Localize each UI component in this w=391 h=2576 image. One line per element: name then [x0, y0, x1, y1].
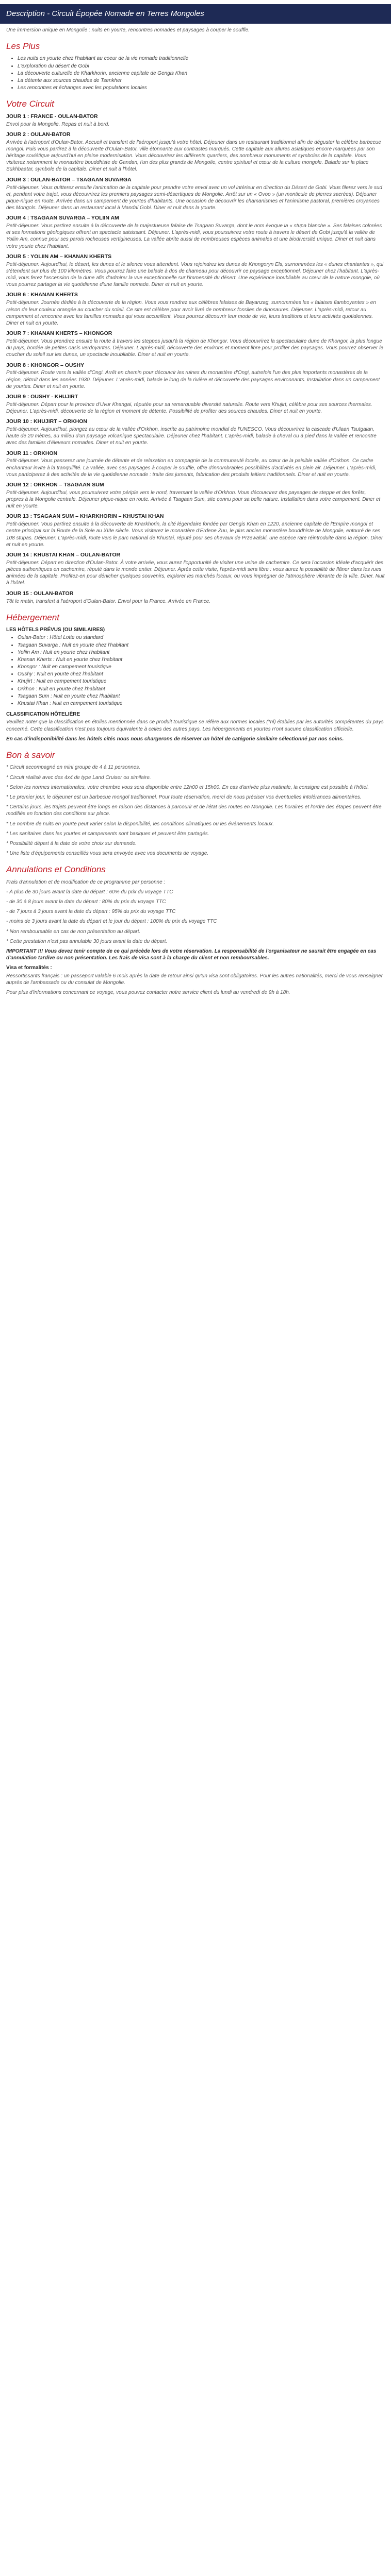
- plus-item: • La détente aux sources chaudes de Tsenkher: [18, 77, 385, 84]
- day-title: JOUR 2 : OULAN-BATOR: [6, 131, 71, 138]
- day-title: JOUR 6 : KHANAN KHERTS: [6, 292, 78, 298]
- day-title: JOUR 5 : YOLIIN AM – KHANAN KHERTS: [6, 253, 112, 260]
- itinerary-day: [6, 177, 385, 212]
- good-item: * Circuit accompagné en mini groupe de 4 à 11 personnes.: [6, 765, 140, 771]
- good-list: [6, 764, 385, 847]
- lodging-item: • Oulan-Bator : Hôtel Lotte ou standard: [18, 634, 385, 641]
- cancel-item: - de 30 à 8 jours avant la date du départ : 80% du prix du voyage TTC: [6, 899, 166, 905]
- itinerary-days: [6, 113, 385, 605]
- cancel-item: - À plus de 30 jours avant la date du départ : 60% du prix du voyage TTC: [6, 889, 173, 895]
- itinerary-day: [6, 292, 385, 327]
- lodging-item: • Yoliin Am : Nuit en yourte chez l'habitant: [18, 649, 385, 656]
- lodging-item: • Tsagaan Sum : Nuit en yourte chez l'habitant: [18, 693, 385, 700]
- lodging-item: • Khujirt : Nuit en campement touristique: [18, 678, 385, 685]
- itinerary-day: [6, 418, 385, 446]
- plus-item: • Les rencontres et échanges avec les populations locales: [18, 84, 385, 91]
- lodging-item: • Tsagaan Suvarga : Nuit en yourte chez l'habitant: [18, 642, 385, 649]
- good-extra: * Une liste d'équipements conseillés vous sera envoyée avec vos documents de voyage.: [6, 851, 209, 857]
- good-item: * Selon les normes internationales, votre chambre vous sera disponible entre 12h00 et 15h00. En cas d'arrivée plus matinale, la consigne est possible à l'hôtel.: [6, 784, 369, 790]
- cancel-item: - moins de 3 jours avant la date du départ et le jour du départ : 100% du prix du voyage TTC: [6, 919, 217, 925]
- section-title-plus: Les Plus: [6, 41, 40, 51]
- lodging-item: • Khustai Khan : Nuit en campement touristique: [18, 700, 385, 707]
- day-text: Petit-déjeuner. Aujourd'hui, vous poursuivrez votre périple vers le nord, traversant la vallée d'Orkhon. Vous découvrirez des paysages de steppe et des forêts, propres à la Mongolie centrale. Déjeuner pique-nique en route. Arrivée à Tsagaan Sum, site connu pour sa belle nature. Installation dans votre campement. Diner et nuit en yourte.: [6, 489, 381, 510]
- itinerary-day: [6, 362, 385, 390]
- good-item: * Possibilité départ à la date de votre choix sur demande.: [6, 840, 137, 846]
- day-text: Petit-déjeuner. Aujourd'hui, plongez au cœur de la vallée d'Orkhon, inscrite au patrimoine mondial de l'UNESCO. Vous découvrirez la cascade d'Ulaan Tsutgalan, haute de 20 mètres, au milieu d'un paysage volcanique spectaculaire. Déjeuner chez l'habitant. L'après-midi, balade à cheval ou à pied dans la vallée et rencontre avec des familles d'éleveurs nomades. Diner et nuit en yourte.: [6, 427, 377, 446]
- classification-text: Veuillez noter que la classification en étoiles mentionnée dans ce produit touristique se réfère aux normes locales (*nl) établies par les autorités compétentes du pays concerné. Cette classification n'est pas toujours équivalente à celles des autres pays. Les hébergements en yourtes n'ont aucune classification officielle.: [6, 719, 384, 732]
- day-title: JOUR 8 : KHONGOR – OUSHY: [6, 362, 85, 368]
- classification-note: En cas d'indisponibilité dans les hôtels cités nous nous chargerons de réserver un hôtel de catégorie similaire sélectionné par nos soins.: [6, 736, 344, 742]
- day-title: JOUR 10 : KHUJIRT – ORKHON: [6, 418, 87, 425]
- day-text: Petit-déjeuner. Départ en direction d'Oulan-Bator. À votre arrivée, vous aurez l'opportunité de visiter une usine de cachemire. Ce sera l'occasion idéale d'acquérir des pièces authentiques en cachemire, réputé dans le monde entier. Déjeuner. Après cette visite, l'après-midi sera libre : vous aurez la possibilité de flâner dans les rues animées de la capitale. Profitez-en pour dénicher quelques souvenirs, explorer les marchés locaux, ou vous imprégner de l'atmosphère vibrante de la ville. Diner. Nuit à l'hôtel.: [6, 560, 385, 586]
- itinerary-day: [6, 450, 385, 478]
- plus-item: • L'exploration du désert de Gobi: [18, 63, 385, 70]
- itinerary-day: [6, 482, 385, 510]
- day-text: Arrivée à l'aéroport d'Oulan-Bator. Accueil et transfert de l'aéroport jusqu'à votre hôtel. Déjeuner dans un restaurant traditionnel afin de déguster la célèbre barbecue mongol. Puis vous partirez à la découverte d'Oulan-Bator, ville étonnante aux contrastes marqués. Cette capitale aux allures asiatiques encore marquées par son héritage soviétique aujourd'hui en pleine modernisation. Vous découvrirez les différents quartiers, des nombreux monuments et symboles de la capitale. Vous visiterez notamment le monastère bouddhiste de Gandan, l'un des plus grands de Mongolie, centre spirituel et cœur de la culture mongole. Balade sur la place Sükhbaatar, symbole de la capitale. Diner et nuit à l'hôtel.: [6, 139, 381, 173]
- day-title: JOUR 3 : OULAN-BATOR – TSAGAAN SUVARGA: [6, 176, 132, 183]
- day-title: JOUR 9 : OUSHY - KHUJIRT: [6, 393, 78, 400]
- footer-text: Pour plus d'informations concernant ce voyage, vous pouvez contacter notre service client du lundi au vendredi de 9h à 18h.: [6, 989, 290, 995]
- itinerary-day: [6, 215, 385, 250]
- itinerary-day: [6, 552, 385, 587]
- day-title: JOUR 4 : TSAGAAN SUVARGA – YOLIIN AM: [6, 215, 119, 222]
- lodging-item: • Khanan Kherts : Nuit en yourte chez l'habitant: [18, 656, 385, 663]
- cancel-important: IMPORTANT !!! Vous devez tenir compte de ce qui précède lors de votre réservation. La responsabilité de l'organisateur ne saurait être engagée en cas d'annulation tardive ou non présentation. Les frais de visa sont à la charge du client et non remboursables.: [6, 948, 377, 961]
- lodging-item: • Orkhon : Nuit en yourte chez l'habitant: [18, 686, 385, 692]
- day-text: Tôt le matin, transfert à l'aéroport d'Oulan-Bator. Envol pour la France. Arrivée en France.: [6, 598, 211, 604]
- day-title: JOUR 12 : ORKHON – TSAGAAN SUM: [6, 482, 104, 488]
- day-text: Petit-déjeuner. Départ pour la province d'Uvur Khangai, réputée pour sa remarquable diversité naturelle. Route vers Khujirt, célèbre pour ses sources thermales. Déjeuner. L'après-midi, découverte de la région et moment de détente. Possibilité de profiter des sources chaudes. Diner et nuit en yourte.: [6, 401, 372, 414]
- itinerary-day: [6, 513, 385, 548]
- good-item: * Certains jours, les trajets peuvent être longs en raison des distances à parcourir et de l'état des routes en Mongolie. Les horaires et l'ordre des étapes peuvent être modifiés en fonction des conditions sur place.: [6, 804, 382, 817]
- itinerary-day: [6, 590, 385, 605]
- itinerary-day: [6, 131, 385, 173]
- day-text: Petit-déjeuner. Vous passerez une journée de détente et de relaxation en compagnie de la communauté locale, au cœur de la paisible vallée d'Orkhon. Ce cadre enchanteur invite à la tranquillité. La vallée, avec ses paysages à couper le souffle, offre d'innombrables possibilités d'activités en plein air. Déjeuner. L'après-midi, vous participerez à des activités de la vie quotidienne nomade : traite des juments, fabrication des produits laitiers traditionnels. Diner et nuit en yourte.: [6, 458, 377, 478]
- section-title-itinerary: Votre Circuit: [6, 99, 54, 109]
- lodging-item: • Oushy : Nuit en yourte chez l'habitant: [18, 671, 385, 677]
- section-title-good-to-know: Bon à savoir: [6, 750, 55, 760]
- day-title: JOUR 1 : FRANCE - OULAN-BATOR: [6, 113, 98, 120]
- plus-item: • La découverte culturelle de Kharkhorin, ancienne capitale de Gengis Khan: [18, 70, 385, 77]
- plus-list: [6, 55, 385, 91]
- itinerary-day: [6, 113, 385, 128]
- day-text: Petit-déjeuner. Vous quitterez ensuite l'animation de la capitale pour prendre votre envol avec un vol intérieur en direction du Désert de Gobi. Vous filerez vers le sud et, pendant votre trajet, vous découvrirez les premiers paysages semi-désertiques de Mongolie. Arrêt sur un « Ovoo » (un monticule de pierres sacrées). Déjeuner pique-nique en route. Arrivée dans un campement de yourtes d'habitants. Une occasion de découvrir les chamanismes et l'animisme pastoral, premières croyances des Mongols. Déjeuner dans un restaurant local à Mandal Gobi. Diner et nuit dans la yourte.: [6, 184, 382, 211]
- classification-heading: CLASSIFICATION HÔTELIÈRE: [6, 711, 80, 718]
- itinerary-day: [6, 253, 385, 289]
- day-title: JOUR 15 : OULAN-BATOR: [6, 590, 74, 597]
- itinerary-day: [6, 330, 385, 358]
- day-text: Petit-déjeuner. Vous partirez ensuite à la découverte de la majestueuse falaise de Tsagaan Suvarga, dont le nom évoque la « stupa blanche ». Ses falaises colorées et ses formations géologiques offrent un spectacle saisissant. Déjeuner. L'après-midi, vous poursuivrez votre route à travers le désert de Gobi jusqu'à la vallée de Yoliin Am, connue pour ses parois rocheuses vertigineuses. La vallée abrite aussi de nombreuses espèces animales et une biodiversité unique. Diner et nuit dans votre yourte chez l'habitant.: [6, 223, 382, 249]
- day-title: JOUR 13 : TSAGAAN SUM – KHARKHORIN – KHUSTAI KHAN: [6, 513, 164, 520]
- day-text: Petit-déjeuner. Vous partirez ensuite à la découverte de Kharkhorin, la cité légendaire fondée par Gengis Khan en 1220, ancienne capitale de l'Empire mongol et centre principal sur la Route de la Soie au XIIIe siècle. Vous visiterez le monastère d'Erdene Zuu, le plus ancien monastère bouddhiste de Mongolie, entouré de ses 108 stupas. Déjeuner. L'après-midi, route vers le parc national de Khustai, réputé pour ses chevaux de Przewalski, une espèce rare réintroduite dans la région. Diner et nuit en yourte.: [6, 521, 383, 548]
- page-banner: [0, 4, 391, 24]
- visa-text: Ressortissants français : un passeport valable 6 mois après la date de retour ainsi qu'un visa sont obligatoires. Pour les autres nationalités, merci de vous renseigner auprès de l'ambassade ou du consulat de Mongolie.: [6, 973, 383, 986]
- day-title: JOUR 14 : KHUSTAI KHAN – OULAN-BATOR: [6, 552, 121, 558]
- day-text: Petit-déjeuner. Aujourd'hui, le désert, les dunes et le silence vous attendent. Vous rejoindrez les dunes de Khongoryn Els, surnommées les « dunes chantantes », qui s'étendent sur plus de 100 kilomètres. Vous pourrez faire une balade à dos de chameau pour découvrir ce paysage exceptionnel. Déjeuner chez l'habitant. L'après-midi, vous ferez l'ascension de la dune afin d'admirer la vue exceptionnelle sur l'immensité du désert. Une expérience inoubliable au cœur de la nature mongole, où vous pourrez partager la vie quotidienne d'une famille nomade. Diner et nuit en yourte.: [6, 261, 384, 288]
- good-item: * Le nombre de nuits en yourte peut varier selon la disponibilité, les conditions climatiques ou les événements locaux.: [6, 821, 274, 827]
- itinerary-day: [6, 394, 385, 415]
- cancel-note-1: * Non remboursable en cas de non présentation au départ.: [6, 928, 141, 935]
- day-text: Petit-déjeuner. Vous prendrez ensuite la route à travers les steppes jusqu'à la région de Khongor. Vous découvrirez la spectaculaire dune de Khongor, la plus longue du pays, bordée de petites oasis verdoyantes. Déjeuner. L'après-midi, découverte des environs et moment libre pour profiter des paysages. Vous pourrez observer le coucher du soleil sur les dunes, un spectacle inoubliable. Diner et nuit en yourte.: [6, 338, 384, 358]
- cancel-note-2: * Cette prestation n'est pas annulable 30 jours avant la date du départ.: [6, 938, 168, 944]
- page-banner-title: Description - Circuit Épopée Nomade en Terres Mongoles: [6, 9, 204, 18]
- page-content: [0, 41, 391, 1009]
- lodging-item: • Khongor : Nuit en campement touristique: [18, 664, 385, 670]
- lodging-list: [6, 634, 385, 707]
- section-title-lodging: Hébergement: [6, 612, 60, 622]
- day-text: Envol pour la Mongolie. Repas et nuit à bord.: [6, 121, 110, 127]
- good-item: * Circuit réalisé avec des 4x4 de type Land Cruiser ou similaire.: [6, 774, 151, 781]
- good-item: * Les sanitaires dans les yourtes et campements sont basiques et peuvent être partagés.: [6, 831, 209, 837]
- good-item: * Le premier jour, le déjeuner est un barbecue mongol traditionnel. Pour toute réservation, merci de nous préciser vos éventuelles intolérances alimentaires.: [6, 794, 362, 800]
- section-title-cancellation: Annulations et Conditions: [6, 865, 106, 875]
- cancel-list: [6, 889, 385, 925]
- day-title: JOUR 11 : ORKHON: [6, 450, 58, 456]
- plus-item: • Les nuits en yourte chez l'habitant au coeur de la vie nomade traditionnelle: [18, 55, 385, 62]
- day-text: Petit-déjeuner. Route vers la vallée d'Ongi. Arrêt en chemin pour découvrir les ruines du monastère d'Ongi, autrefois l'un des plus importants monastères de la région, détruit dans les années 1930. Déjeuner. L'après-midi, balade le long de la rivière et découverte des paysages environnants. Installation dans un campement de yourtes. Diner et nuit en yourte.: [6, 370, 380, 389]
- day-text: Petit-déjeuner. Journée dédiée à la découverte de la région. Vous vous rendrez aux célèbres falaises de Bayanzag, surnommées les « falaises flamboyantes » en raison de leur couleur orangée au coucher du soleil. Ce site est célèbre pour avoir livré de nombreux fossiles de dinosaures. Déjeuner. L'après-midi, retour au campement et rencontre avec les familles nomades qui vous accueillent. Vous pourrez découvrir leur mode de vie, leurs traditions et leurs activités quotidiennes. Diner et nuit en yourte.: [6, 300, 376, 326]
- cancel-intro: Frais d'annulation et de modification de ce programme par personne :: [6, 879, 166, 885]
- day-title: JOUR 7 : KHANAN KHERTS – KHONGOR: [6, 330, 112, 337]
- lodging-heading: LES HÔTELS PRÉVUS (OU SIMILAIRES): [6, 627, 105, 633]
- intro-text: Une immersion unique en Mongolie : nuits en yourte, rencontres nomades et paysages à couper le souffle.: [6, 27, 250, 33]
- visa-heading: Visa et formalités :: [6, 965, 52, 971]
- cancel-item: - de 7 jours à 3 jours avant la date du départ : 95% du prix du voyage TTC: [6, 909, 176, 915]
